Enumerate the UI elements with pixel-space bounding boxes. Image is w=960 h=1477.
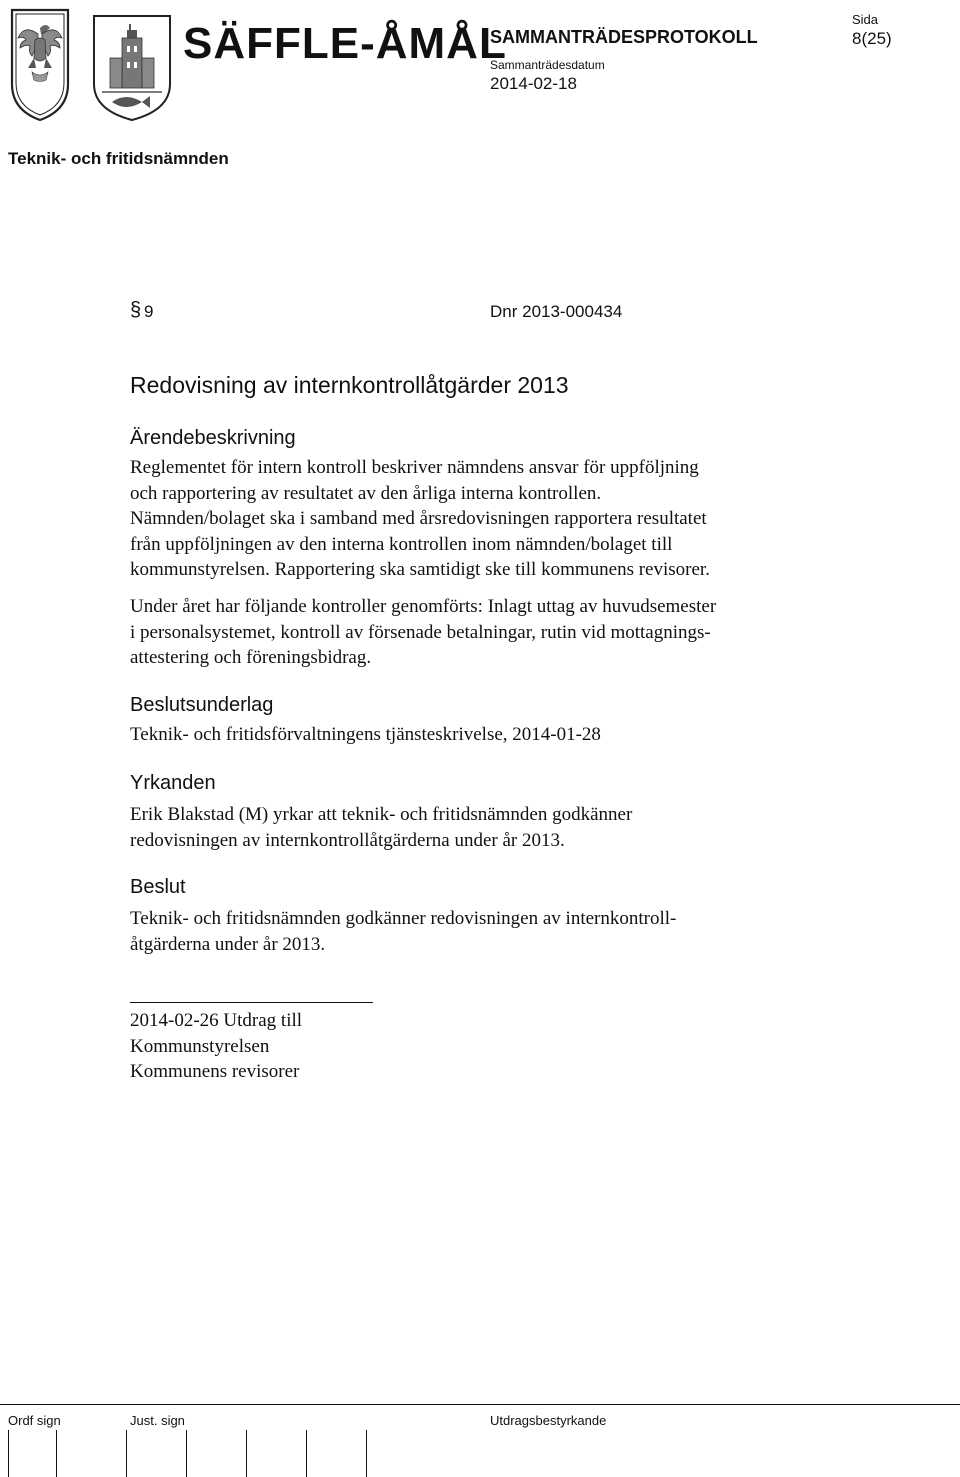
- text-line: Reglementet för intern kontroll beskriver nämndens ansvar för uppföljning: [130, 457, 699, 478]
- footer-rule: [0, 1404, 960, 1405]
- separator-line: [130, 1002, 373, 1003]
- meeting-date-label: Sammanträdesdatum: [490, 58, 605, 72]
- text-line: Teknik- och fritidsnämnden godkänner redovisningen av internkontroll-: [130, 908, 677, 929]
- signature-box-divider: [306, 1430, 307, 1477]
- tower-logo-icon: [92, 14, 172, 122]
- item-number: 9: [144, 302, 154, 321]
- document-type: SAMMANTRÄDESPROTOKOLL: [490, 27, 758, 47]
- text-line: åtgärderna under år 2013.: [130, 933, 326, 955]
- distribution-list: [130, 1008, 302, 1085]
- section-heading-underlag: Beslutsunderlag: [130, 694, 274, 716]
- text-line: 2014-02-26 Utdrag till: [130, 1010, 303, 1031]
- text-line: Nämnden/bolaget ska i samband med årsredovisningen rapportera resultatet: [130, 508, 707, 529]
- underlag-paragraph: [130, 722, 601, 748]
- coat-of-arms-icon: [8, 6, 72, 124]
- signature-box-divider: [126, 1430, 127, 1477]
- brand-name: SÄFFLE-ÅMÅL: [183, 19, 507, 68]
- signature-box-divider: [186, 1430, 187, 1477]
- diary-number: Dnr 2013-000434: [490, 302, 623, 321]
- text-line: i personalsystemet, kontroll av försenade betalningar, rutin vid mottagnings-: [130, 621, 711, 643]
- text-line: Kommunstyrelsen: [130, 1035, 270, 1057]
- page-label: Sida: [852, 12, 879, 27]
- arende-paragraph-2: [130, 594, 716, 671]
- committee-name: Teknik- och fritidsnämnden: [8, 149, 229, 168]
- page-number: 8(25): [852, 29, 892, 48]
- signature-box-divider: [8, 1430, 9, 1477]
- text-line: Erik Blakstad (M) yrkar att teknik- och fritidsnämnden godkänner: [130, 804, 633, 825]
- footer-chair-signature-label: Ordf sign: [8, 1413, 61, 1428]
- item-title: Redovisning av internkontrollåtgärder 2013: [130, 372, 569, 398]
- text-line: Kommunens revisorer: [130, 1061, 300, 1082]
- text-line: redovisningen av internkontrollåtgärderna under år 2013.: [130, 829, 565, 851]
- section-heading-arende: Ärendebeskrivning: [130, 427, 296, 449]
- text-line: attestering och föreningsbidrag.: [130, 647, 372, 668]
- text-line: från uppföljningen av den interna kontrollen inom nämnden/bolaget till: [130, 533, 673, 555]
- text-line: och rapportering av resultatet av den årliga interna kontrollen.: [130, 482, 602, 504]
- signature-box-divider: [56, 1430, 57, 1477]
- paragraph-symbol: §: [130, 299, 142, 321]
- yrkanden-paragraph: [130, 802, 632, 853]
- section-heading-yrkanden: Yrkanden: [130, 772, 216, 794]
- text-line: Teknik- och fritidsförvaltningens tjänsteskrivelse, 2014-01-28: [130, 724, 601, 745]
- text-line: kommunstyrelsen. Rapportering ska samtidigt ske till kommunens revisorer.: [130, 559, 710, 580]
- footer-extract-verification-label: Utdragsbestyrkande: [490, 1413, 607, 1428]
- text-line: Under året har följande kontroller genomförts: Inlagt uttag av huvudsemester: [130, 596, 717, 617]
- section-heading-beslut: Beslut: [130, 876, 186, 898]
- signature-box-divider: [366, 1430, 367, 1477]
- footer-adjuster-signature-label: Just. sign: [130, 1413, 185, 1428]
- meeting-date: 2014-02-18: [490, 74, 577, 93]
- beslut-paragraph: [130, 906, 676, 957]
- signature-box-divider: [246, 1430, 247, 1477]
- arende-paragraph-1: [130, 455, 710, 583]
